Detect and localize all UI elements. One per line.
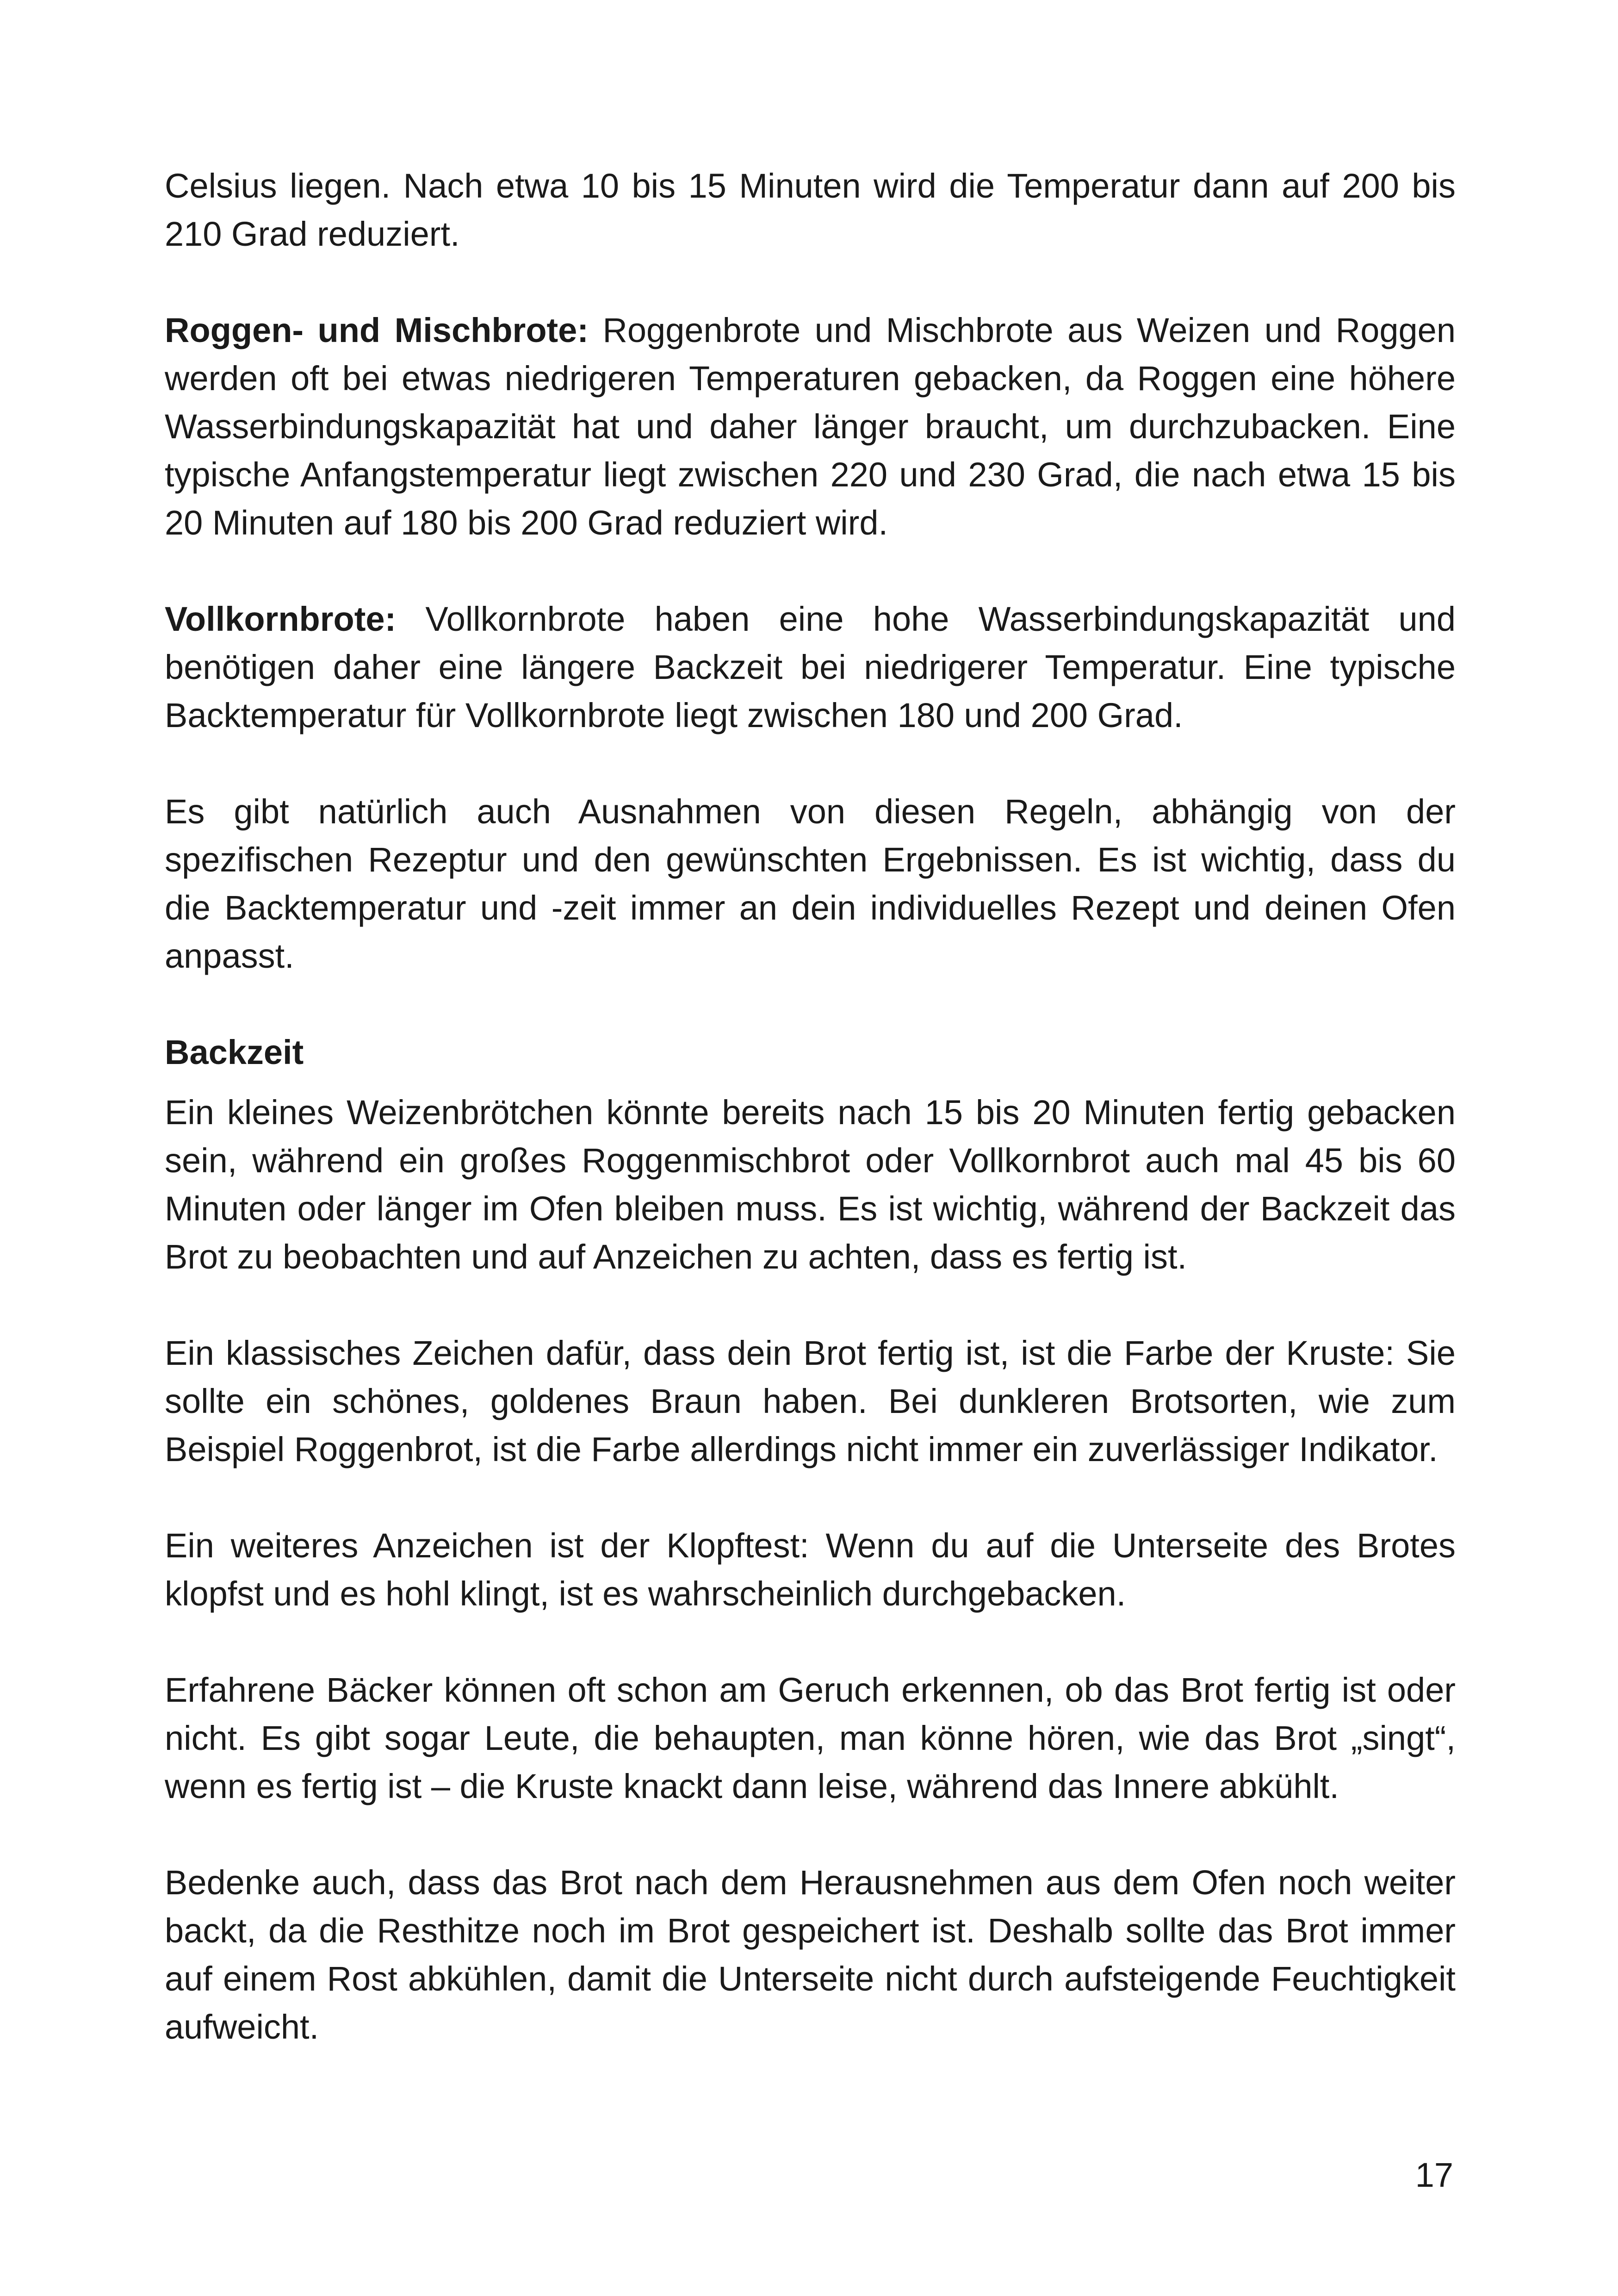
paragraph-backzeit-duration: Ein kleines Weizenbrötchen könnte bereits nach 15 bis 20 Minuten fertig gebacken sein, während ein großes Roggenmischbrot oder Vollkornbrot auch mal 45 bis 60 Minuten oder länger im Ofen bleiben muss. Es ist wichtig, während der Backzeit das Brot zu beobachten und auf Anzeichen zu achten, dass es fertig ist. <box>165 1093 1456 1276</box>
paragraph-text-vollkorn: Vollkornbrote haben eine hohe Wasserbindungskapazität und benötigen daher eine längere Backzeit bei niedrigerer Temperatur. Eine typische Backtemperatur für Vollkornbrote liegt zwischen 180 und 200 Grad. <box>165 600 1456 734</box>
paragraph-text-roggen: Roggenbrote und Mischbrote aus Weizen und Roggen werden oft bei etwas niedrigeren Temperaturen gebacken, da Roggen eine höhere Wasserbindungskapazität hat und daher länger braucht, um durchzubacken. Eine typische Anfangstemperatur liegt zwischen 220 und 230 Grad, die nach etwa 15 bis 20 Minuten auf 180 bis 200 Grad reduziert wird. <box>165 311 1456 542</box>
paragraph-lead-roggen: Roggen- und Mischbrote: <box>165 311 589 349</box>
section-heading-backzeit: Backzeit <box>165 1033 304 1071</box>
paragraph-lead-vollkorn: Vollkornbrote: <box>165 600 397 638</box>
page-number: 17 <box>1415 2156 1453 2194</box>
paragraph-exceptions: Es gibt natürlich auch Ausnahmen von diesen Regeln, abhängig von der spezifischen Rezeptur und den gewünschten Ergebnissen. Es ist wichtig, dass du die Backtemperatur und -zeit immer an dein individuelles Rezept und deinen Ofen anpasst. <box>165 792 1456 975</box>
paragraph-knock-test: Ein weiteres Anzeichen ist der Klopftest: Wenn du auf die Unterseite des Brotes klopfst und es hohl klingt, ist es wahrscheinlich durchgebacken. <box>165 1526 1456 1613</box>
paragraph-roggen-mischbrote <box>165 306 1456 547</box>
paragraph-vollkornbrote <box>165 595 1456 740</box>
body-text <box>165 162 1456 2051</box>
paragraph-smell-sound: Erfahrene Bäcker können oft schon am Geruch erkennen, ob das Brot fertig ist oder nicht. Es gibt sogar Leute, die behaupten, man könne hören, wie das Brot „singt“, wenn es fertig ist – die Kruste knackt dann leise, während das Innere abkühlt. <box>165 1671 1456 1805</box>
paragraph-temperature-intro: Celsius liegen. Nach etwa 10 bis 15 Minuten wird die Temperatur dann auf 200 bis 210 Grad reduziert. <box>165 167 1456 253</box>
paragraph-cooling: Bedenke auch, dass das Brot nach dem Herausnehmen aus dem Ofen noch weiter backt, da die Resthitze noch im Brot gespeichert ist. Deshalb sollte das Brot immer auf einem Rost abkühlen, damit die Unterseite nicht durch aufsteigende Feuchtigkeit aufweicht. <box>165 1863 1456 2046</box>
paragraph-crust-color: Ein klassisches Zeichen dafür, dass dein Brot fertig ist, ist die Farbe der Kruste: Sie sollte ein schönes, goldenes Braun haben. Bei dunkleren Brotsorten, wie zum Beispiel Roggenbrot, ist die Farbe allerdings nicht immer ein zuverlässiger Indikator. <box>165 1334 1456 1468</box>
